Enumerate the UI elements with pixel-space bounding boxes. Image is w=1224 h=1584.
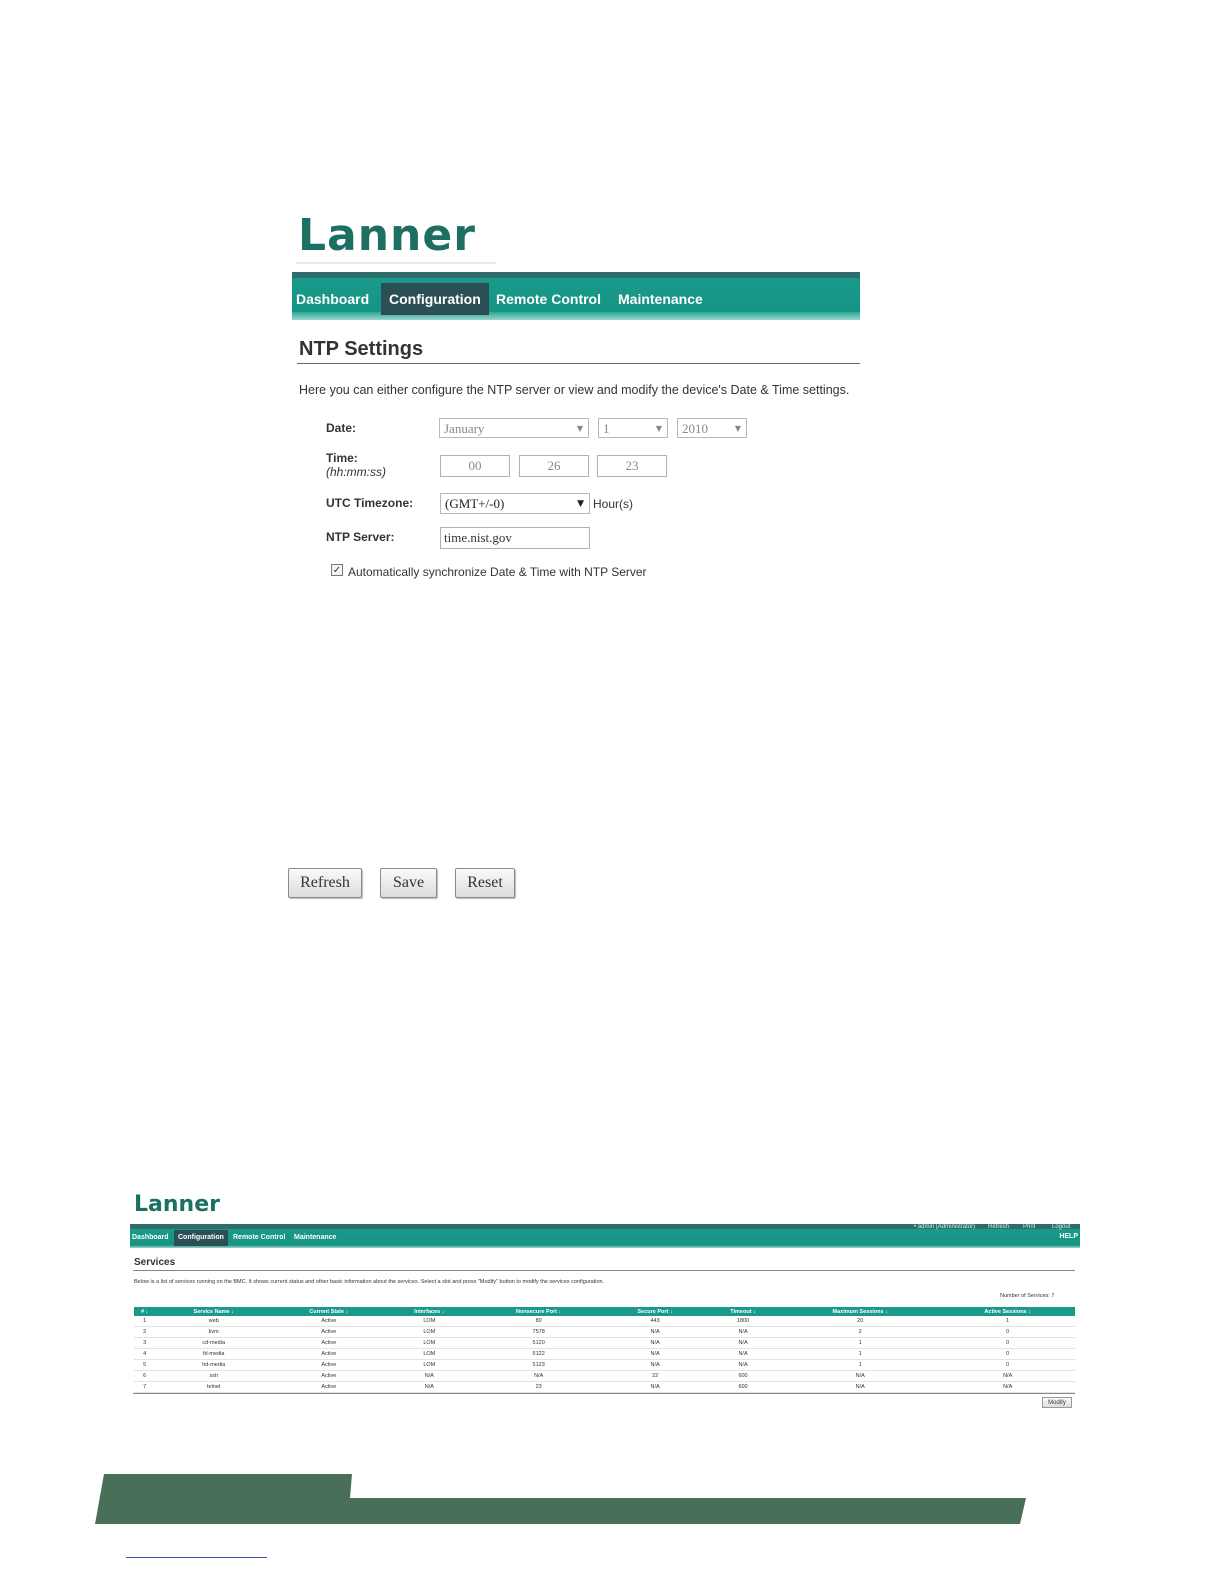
cell-number: 6 <box>134 1371 155 1382</box>
day-select[interactable] <box>598 418 668 438</box>
cell-interfaces: N/A <box>386 1382 474 1393</box>
date-label: Date: <box>326 421 357 435</box>
services-nav-bar <box>130 1224 1080 1248</box>
cell-interfaces: LOM <box>386 1316 474 1327</box>
title-divider <box>297 363 860 364</box>
day-value: 1 <box>603 421 610 436</box>
cell-timeout: 600 <box>706 1382 780 1393</box>
chevron-down-icon: ▼ <box>655 424 662 433</box>
nav-maintenance[interactable]: Maintenance <box>618 291 703 307</box>
cell-current-state: Active <box>272 1360 385 1371</box>
refresh-link[interactable]: Refresh <box>988 1224 1010 1230</box>
table-row[interactable] <box>134 1371 1075 1382</box>
minutes-input[interactable]: 26 <box>519 455 589 477</box>
cell-secure-port: N/A <box>604 1349 706 1360</box>
table-row[interactable] <box>134 1338 1075 1349</box>
cell-service-name: ssh <box>155 1371 272 1382</box>
cell-service-name: cd-media <box>155 1338 272 1349</box>
cell-max-sessions: 1 <box>780 1360 940 1371</box>
cell-current-state: Active <box>272 1371 385 1382</box>
col-header-nonsecure-port[interactable]: Nonsecure Port ↓ <box>473 1307 604 1316</box>
table-row[interactable] <box>134 1327 1075 1338</box>
cell-current-state: Active <box>272 1338 385 1349</box>
nav-dashboard[interactable]: Dashboard <box>132 1234 169 1241</box>
services-title: Services <box>134 1257 176 1268</box>
ntp-server-label: NTP Server: <box>326 530 395 544</box>
cell-service-name: kvm <box>155 1327 272 1338</box>
cell-active-sessions: 1 <box>940 1316 1075 1327</box>
time-label: Time: <box>326 451 358 465</box>
month-select[interactable] <box>439 418 589 438</box>
services-table-body <box>134 1316 1075 1393</box>
chevron-down-icon: ▼ <box>734 424 741 433</box>
services-table <box>134 1307 1075 1393</box>
cell-timeout: 600 <box>706 1371 780 1382</box>
year-value: 2010 <box>682 421 708 436</box>
year-select[interactable] <box>677 418 747 438</box>
refresh-button[interactable]: Refresh <box>288 868 362 898</box>
footer-shape <box>95 1474 1026 1524</box>
table-row[interactable] <box>134 1382 1075 1393</box>
cell-active-sessions: 0 <box>940 1338 1075 1349</box>
nav-configuration[interactable]: Configuration <box>381 283 489 315</box>
cell-secure-port: N/A <box>604 1338 706 1349</box>
cell-service-name: web <box>155 1316 272 1327</box>
col-header-active-sessions[interactable]: Active Sessions ↓ <box>940 1307 1075 1316</box>
cell-active-sessions: 0 <box>940 1327 1075 1338</box>
chevron-down-icon: ▼ <box>576 424 583 433</box>
cell-timeout: N/A <box>706 1327 780 1338</box>
cell-active-sessions: 0 <box>940 1360 1075 1371</box>
cell-service-name: fd-media <box>155 1349 272 1360</box>
cell-service-name: hd-media <box>155 1360 272 1371</box>
auto-sync-label: Automatically synchronize Date & Time with NTP Server <box>348 565 647 579</box>
col-header-max-sessions[interactable]: Maximum Sessions ↓ <box>780 1307 940 1316</box>
cell-nonsecure-port: 5123 <box>473 1360 604 1371</box>
col-header-number[interactable]: # ↓ <box>134 1307 155 1316</box>
cell-number: 5 <box>134 1360 155 1371</box>
table-row[interactable] <box>134 1360 1075 1371</box>
page-title: NTP Settings <box>299 338 424 360</box>
cell-nonsecure-port: 80 <box>473 1316 604 1327</box>
cell-max-sessions: 20 <box>780 1316 940 1327</box>
reset-button[interactable]: Reset <box>455 868 515 898</box>
footer-link-underline <box>126 1557 267 1558</box>
modify-button[interactable]: Modify <box>1042 1397 1072 1408</box>
main-nav-bar <box>292 272 860 320</box>
cell-number: 4 <box>134 1349 155 1360</box>
print-link[interactable]: Print <box>1023 1224 1036 1230</box>
col-header-timeout[interactable]: Timeout ↓ <box>706 1307 780 1316</box>
cell-max-sessions: 1 <box>780 1349 940 1360</box>
page-description: Here you can either configure the NTP server or view and modify the device's Date & Time settings. <box>299 383 850 397</box>
cell-interfaces: LOM <box>386 1349 474 1360</box>
services-count: Number of Services: 7 <box>1000 1293 1055 1299</box>
nav-remote-control[interactable]: Remote Control <box>233 1234 286 1241</box>
seconds-input[interactable]: 23 <box>597 455 667 477</box>
cell-max-sessions: N/A <box>780 1382 940 1393</box>
cell-secure-port: N/A <box>604 1327 706 1338</box>
cell-number: 3 <box>134 1338 155 1349</box>
col-header-current-state[interactable]: Current State ↓ <box>272 1307 385 1316</box>
cell-active-sessions: N/A <box>940 1382 1075 1393</box>
cell-current-state: Active <box>272 1349 385 1360</box>
nav-configuration[interactable]: Configuration <box>174 1230 228 1246</box>
help-link[interactable]: HELP <box>1059 1233 1078 1240</box>
month-value: January <box>444 421 485 436</box>
save-button[interactable]: Save <box>380 868 437 898</box>
cell-interfaces: LOM <box>386 1360 474 1371</box>
cell-nonsecure-port: 5120 <box>473 1338 604 1349</box>
col-header-interfaces[interactable]: Interfaces ↓ <box>386 1307 474 1316</box>
auto-sync-checkbox[interactable]: ✓ <box>332 565 342 576</box>
cell-nonsecure-port: 5122 <box>473 1349 604 1360</box>
col-header-service-name[interactable]: Service Name ↓ <box>155 1307 272 1316</box>
cell-number: 2 <box>134 1327 155 1338</box>
cell-current-state: Active <box>272 1327 385 1338</box>
lanner-logo: Lanner <box>298 210 476 261</box>
logout-link[interactable]: Logout <box>1052 1224 1071 1230</box>
nav-dashboard[interactable]: Dashboard <box>296 291 370 307</box>
cell-timeout: N/A <box>706 1360 780 1371</box>
logo-underline <box>296 262 496 264</box>
cell-max-sessions: 2 <box>780 1327 940 1338</box>
cell-secure-port: 22 <box>604 1371 706 1382</box>
nav-maintenance[interactable]: Maintenance <box>294 1234 337 1241</box>
timezone-select[interactable] <box>440 493 590 514</box>
cell-max-sessions: N/A <box>780 1371 940 1382</box>
ntp-server-input[interactable]: time.nist.gov <box>440 527 590 549</box>
col-header-secure-port[interactable]: Secure Port ↓ <box>604 1307 706 1316</box>
cell-nonsecure-port: 7578 <box>473 1327 604 1338</box>
cell-timeout: N/A <box>706 1338 780 1349</box>
cell-number: 7 <box>134 1382 155 1393</box>
cell-secure-port: N/A <box>604 1360 706 1371</box>
cell-secure-port: 443 <box>604 1316 706 1327</box>
hours-input[interactable]: 00 <box>440 455 510 477</box>
table-header-row <box>134 1307 1075 1316</box>
cell-active-sessions: 0 <box>940 1349 1075 1360</box>
cell-timeout: 1800 <box>706 1316 780 1327</box>
cell-timeout: N/A <box>706 1349 780 1360</box>
cell-active-sessions: N/A <box>940 1371 1075 1382</box>
lanner-logo-small: Lanner <box>134 1192 220 1217</box>
table-bottom-divider <box>133 1393 1075 1394</box>
timezone-unit: Hour(s) <box>593 497 634 511</box>
user-indicator: • admin (Administrator) <box>914 1224 976 1230</box>
cell-service-name: telnet <box>155 1382 272 1393</box>
table-row[interactable] <box>134 1316 1075 1327</box>
cell-nonsecure-port: 23 <box>473 1382 604 1393</box>
cell-interfaces: LOM <box>386 1327 474 1338</box>
nav-remote-control[interactable]: Remote Control <box>496 291 601 307</box>
time-format-hint: (hh:mm:ss) <box>326 465 386 479</box>
cell-current-state: Active <box>272 1316 385 1327</box>
cell-current-state: Active <box>272 1382 385 1393</box>
table-row[interactable] <box>134 1349 1075 1360</box>
footer-band <box>0 1472 1224 1532</box>
services-title-divider <box>133 1270 1075 1271</box>
cell-interfaces: LOM <box>386 1338 474 1349</box>
cell-interfaces: N/A <box>386 1371 474 1382</box>
services-description: Below is a list of services running on the BMC. It shows current status and other basic information about the services. Select a slot and press "Modify" button to modify the services configuration. <box>134 1279 605 1285</box>
chevron-down-icon: ▼ <box>577 499 584 509</box>
cell-number: 1 <box>134 1316 155 1327</box>
timezone-label: UTC Timezone: <box>326 496 414 510</box>
cell-secure-port: N/A <box>604 1382 706 1393</box>
cell-nonsecure-port: N/A <box>473 1371 604 1382</box>
timezone-value: (GMT+/-0) <box>445 496 505 511</box>
cell-max-sessions: 1 <box>780 1338 940 1349</box>
